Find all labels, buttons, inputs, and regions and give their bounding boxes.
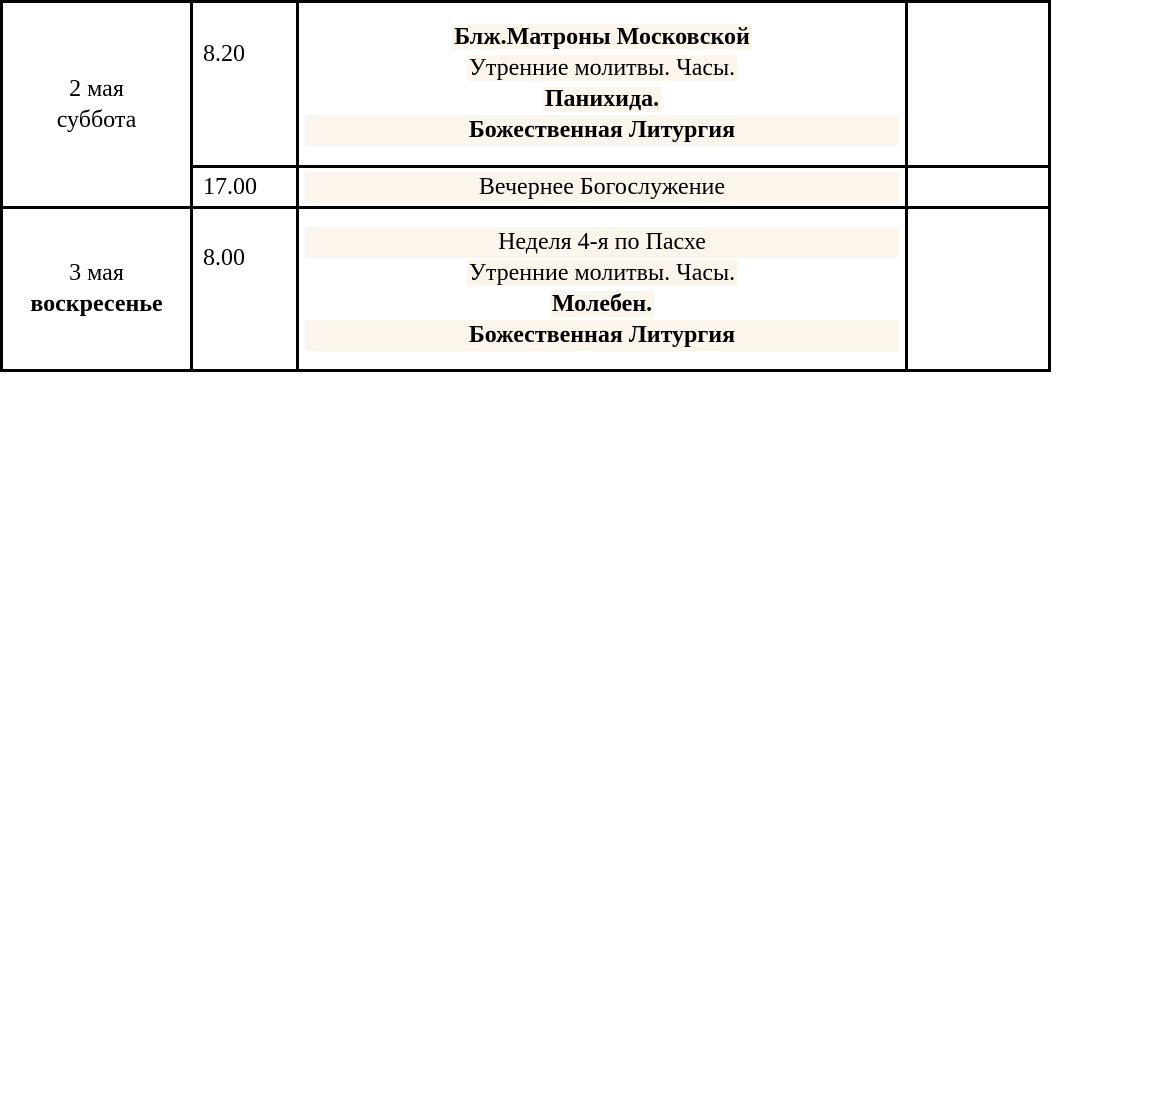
service-line-text: Утренние молитвы. Часы. bbox=[468, 260, 736, 286]
date-label: 3 мая bbox=[69, 260, 124, 286]
services-cell bbox=[298, 208, 907, 371]
service-line-text: Панихида. bbox=[544, 86, 660, 112]
service-line-text: Блж.Матроны Московской bbox=[454, 24, 750, 50]
time-cell bbox=[192, 208, 298, 371]
time-cell bbox=[192, 2, 298, 167]
service-line bbox=[305, 258, 899, 289]
date-label: 2 мая bbox=[69, 75, 124, 102]
service-line-text: Божественная Литургия bbox=[468, 117, 736, 143]
table-row bbox=[2, 2, 1050, 167]
service-line bbox=[305, 22, 899, 53]
time-cell bbox=[192, 167, 298, 208]
service-time: 17.00 bbox=[203, 173, 257, 200]
weekday-label: суббота bbox=[56, 106, 137, 133]
weekday-label: воскресенье bbox=[30, 291, 163, 317]
services-cell bbox=[298, 167, 907, 208]
service-line-text: Вечернее Богослужение bbox=[478, 173, 726, 200]
notes-cell bbox=[907, 208, 1050, 371]
service-line-text: Молебен. bbox=[551, 291, 653, 317]
service-line bbox=[305, 320, 899, 351]
service-schedule-table bbox=[0, 0, 1051, 372]
date-cell bbox=[2, 2, 192, 208]
service-line bbox=[305, 53, 899, 84]
notes-cell bbox=[907, 167, 1050, 208]
service-time: 8.00 bbox=[203, 245, 245, 271]
service-line bbox=[305, 115, 899, 146]
service-line bbox=[305, 227, 899, 258]
service-line bbox=[305, 289, 899, 320]
service-time: 8.20 bbox=[203, 41, 245, 67]
service-line bbox=[305, 172, 899, 203]
table-row bbox=[2, 208, 1050, 371]
service-line bbox=[305, 84, 899, 115]
service-line-text: Божественная Литургия bbox=[468, 322, 736, 348]
service-line-text: Утренние молитвы. Часы. bbox=[468, 55, 736, 81]
service-line-text: Неделя 4-я по Пасхе bbox=[498, 229, 706, 255]
date-cell bbox=[2, 208, 192, 371]
services-cell bbox=[298, 2, 907, 167]
notes-cell bbox=[907, 2, 1050, 167]
